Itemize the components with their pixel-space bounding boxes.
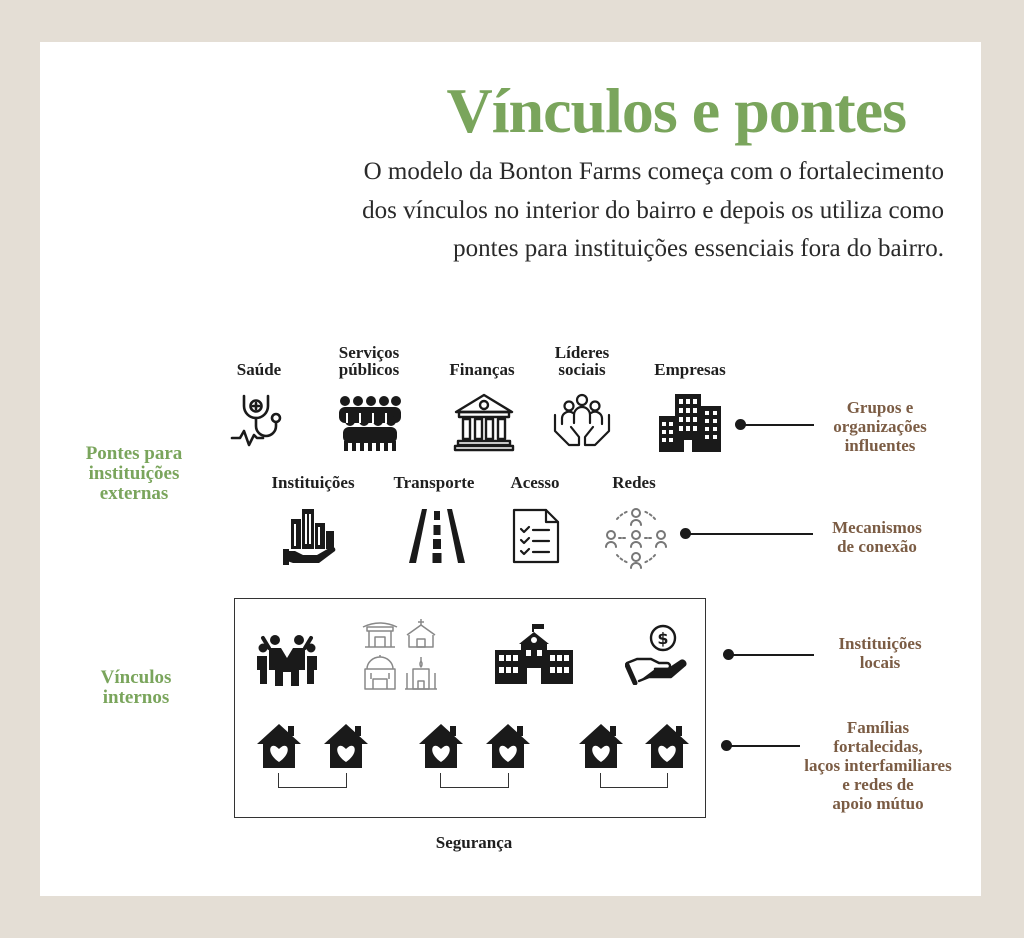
home-heart-icon — [255, 722, 303, 770]
label-saude: Saúde — [236, 360, 282, 379]
side-label-familias — [788, 718, 968, 813]
hands-group-icon — [551, 391, 613, 453]
section-label-internal — [72, 668, 200, 708]
side-label-familias-line-2: fortalecidas, — [833, 737, 923, 756]
side-label-grupos — [812, 398, 948, 455]
community-people-icon — [255, 634, 319, 686]
connector-line-row1 — [740, 424, 814, 426]
label-financas: Finanças — [449, 360, 515, 379]
side-label-familias-line-5: apoio mútuo — [832, 794, 924, 813]
label-lideres-line-1: Líderes — [554, 343, 610, 362]
label-servicos-publicos — [319, 344, 419, 378]
section-label-external-line-2: instituições — [88, 463, 180, 484]
label-lideres-line-2: sociais — [558, 360, 606, 379]
side-label-mecanismos-line-1: Mecanismos — [832, 518, 922, 537]
side-label-grupos-line-1: Grupos e — [846, 398, 914, 417]
label-servicos-line-1: Serviços — [338, 343, 400, 362]
side-label-mecanismos — [812, 518, 942, 556]
section-label-internal-line-2: internos — [102, 687, 170, 708]
side-label-instituicoes-locais — [812, 634, 948, 672]
checklist-icon — [511, 507, 561, 565]
subtitle-line-3: pontes para instituições essenciais fora do bairro. — [453, 235, 944, 262]
label-empresas: Empresas — [654, 360, 726, 379]
side-label-grupos-line-3: influentes — [844, 436, 916, 455]
page-title: Vínculos e pontes — [446, 75, 906, 146]
road-icon — [408, 507, 466, 565]
stethoscope-heartbeat-icon — [230, 392, 290, 452]
side-label-familias-line-3: laços interfamiliares — [804, 756, 952, 775]
label-seguranca: Segurança — [435, 833, 513, 852]
connector-line-row2 — [685, 533, 813, 535]
section-label-external — [62, 444, 206, 504]
page-subtitle — [270, 153, 944, 269]
section-label-internal-line-1: Vínculos — [100, 667, 172, 688]
svg-text:$: $ — [657, 629, 669, 648]
side-label-locais-line-2: locais — [859, 653, 901, 672]
side-label-mecanismos-line-2: de conexão — [837, 537, 917, 556]
crowd-icon — [337, 393, 403, 453]
label-acesso: Acesso — [510, 473, 560, 492]
family-link-2 — [440, 773, 509, 788]
home-heart-icon — [484, 722, 532, 770]
religious-buildings-icon — [361, 617, 441, 693]
family-link-1 — [278, 773, 347, 788]
home-heart-icon — [417, 722, 465, 770]
subtitle-line-1: O modelo da Bonton Farms começa com o fortalecimento — [363, 158, 944, 185]
section-label-external-line-1: Pontes para — [85, 443, 183, 464]
money-hand-icon — [625, 623, 687, 685]
office-buildings-icon — [657, 392, 723, 454]
label-servicos-line-2: públicos — [338, 360, 400, 379]
label-instituicoes: Instituições — [271, 473, 355, 492]
home-heart-icon — [322, 722, 370, 770]
home-heart-icon — [643, 722, 691, 770]
section-label-external-line-3: externas — [99, 483, 169, 504]
side-label-familias-line-1: Famílias — [846, 718, 910, 737]
side-label-familias-line-4: e redes de — [842, 775, 914, 794]
network-people-icon — [603, 505, 669, 569]
side-label-locais-line-1: Instituições — [838, 634, 922, 653]
family-link-3 — [600, 773, 668, 788]
label-redes: Redes — [612, 473, 656, 492]
bank-icon — [453, 392, 515, 452]
school-building-icon — [493, 624, 575, 686]
home-heart-icon — [577, 722, 625, 770]
side-label-grupos-line-2: organizações — [833, 417, 927, 436]
label-lideres-sociais — [537, 344, 627, 378]
connector-line-local — [728, 654, 814, 656]
subtitle-line-2: dos vínculos no interior do bairro e depois os utiliza como — [362, 196, 944, 224]
city-in-hand-icon — [281, 505, 343, 567]
label-transporte: Transporte — [393, 473, 475, 492]
